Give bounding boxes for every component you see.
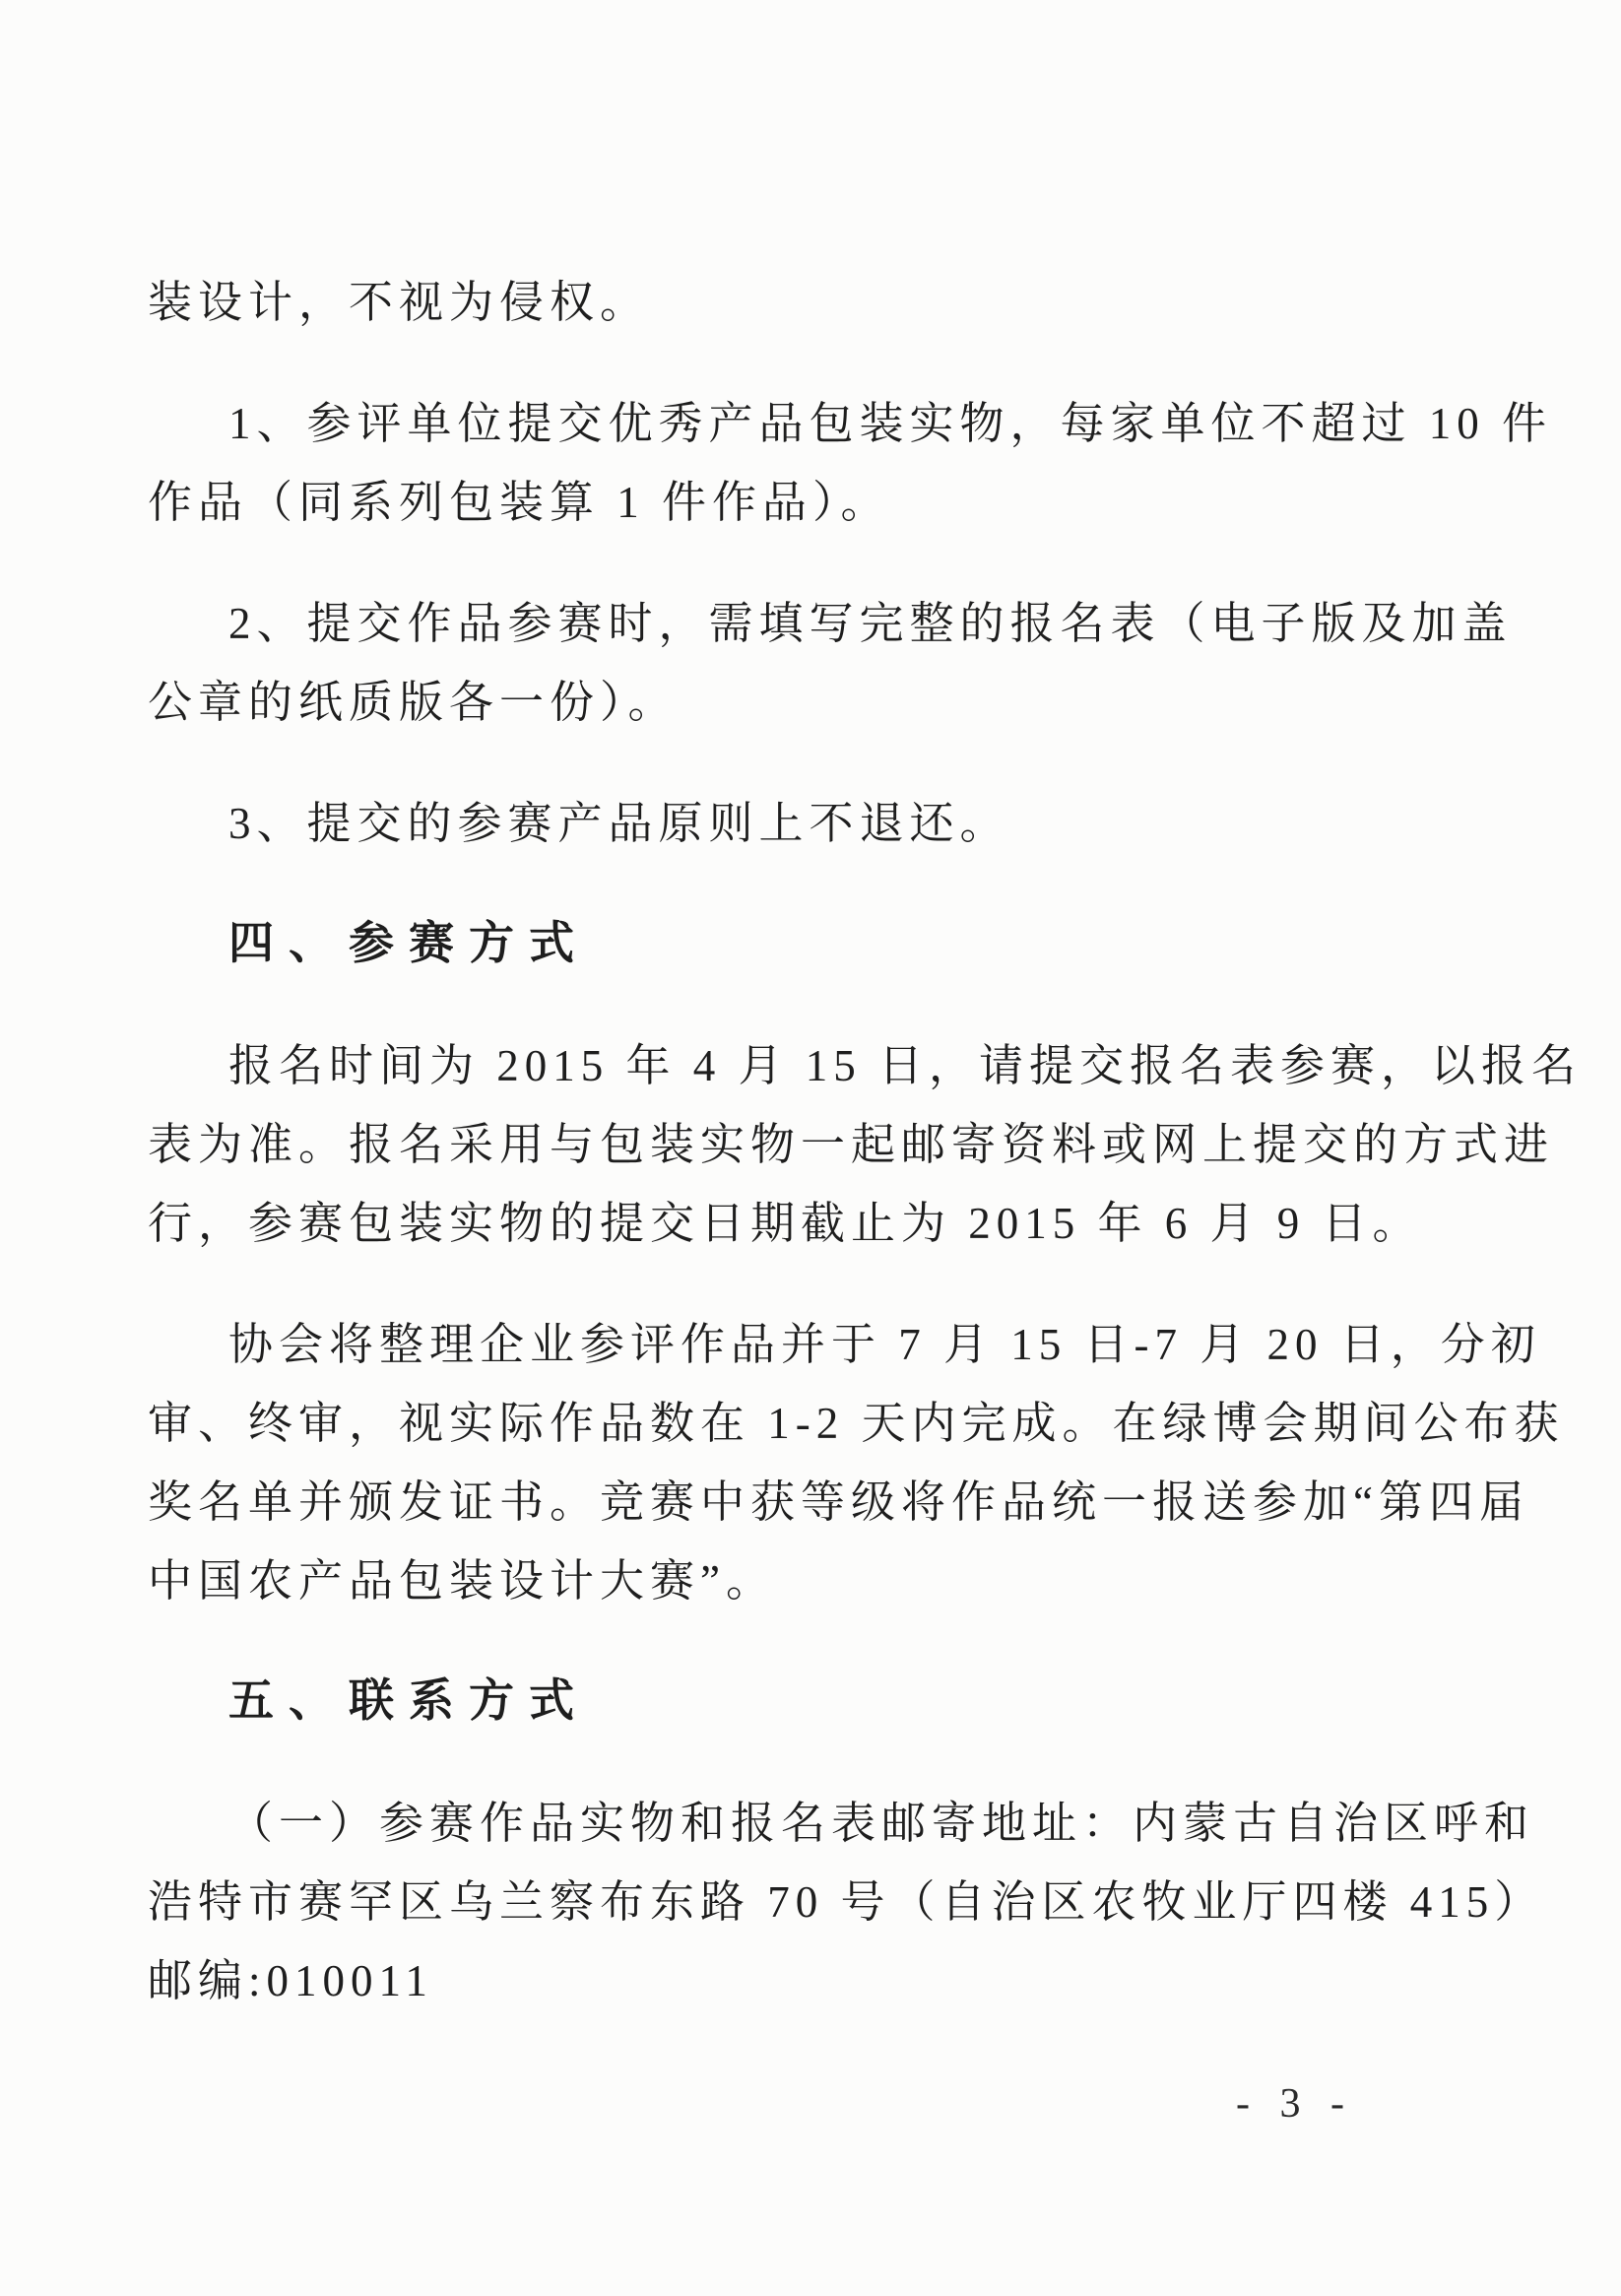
text-line: 报名时间为 2015 年 4 月 15 日，请提交报名表参赛，以报名 (228, 1040, 1583, 1090)
text-line: 装设计，不视为侵权。 (148, 277, 651, 327)
text-line: 2、提交作品参赛时，需填写完整的报名表（电子版及加盖 (228, 598, 1513, 648)
text-line: 浩特市赛罕区乌兰察布东路 70 号（自治区农牧业厅四楼 415） (148, 1876, 1545, 1927)
text-line: 审、终审，视实际作品数在 1-2 天内完成。在绿博会期间公布获 (148, 1398, 1565, 1448)
text-line: 奖名单并颁发证书。竞赛中获等级将作品统一报送参加“第四届 (148, 1476, 1529, 1527)
section-heading: 五、联系方式 (228, 1675, 589, 1726)
text-line: 中国农产品包装设计大赛”。 (148, 1555, 776, 1606)
text-line: 公章的纸质版各一份）。 (148, 677, 679, 727)
text-line: 行，参赛包装实物的提交日期截止为 2015 年 6 月 9 日。 (148, 1198, 1423, 1248)
text-line: 1、参评单位提交优秀产品包装实物，每家单位不超过 10 件 (228, 398, 1553, 448)
text-line: 表为准。报名采用与包装实物一起邮寄资料或网上提交的方式进 (148, 1119, 1555, 1169)
section-heading: 四、参赛方式 (228, 918, 589, 968)
text-line: 作品（同系列包装算 1 件作品）。 (148, 477, 891, 527)
page-number: - 3 - (1236, 2081, 1354, 2127)
text-line: 邮编:010011 (148, 1955, 433, 2005)
text-line: （一）参赛作品实物和报名表邮寄地址：内蒙古自治区呼和 (228, 1798, 1535, 1848)
document-body (148, 258, 1583, 2015)
text-line: 协会将整理企业参评作品并于 7 月 15 日-7 月 20 日，分初 (228, 1319, 1541, 1369)
text-line: 3、提交的参赛产品原则上不退还。 (228, 798, 1010, 848)
